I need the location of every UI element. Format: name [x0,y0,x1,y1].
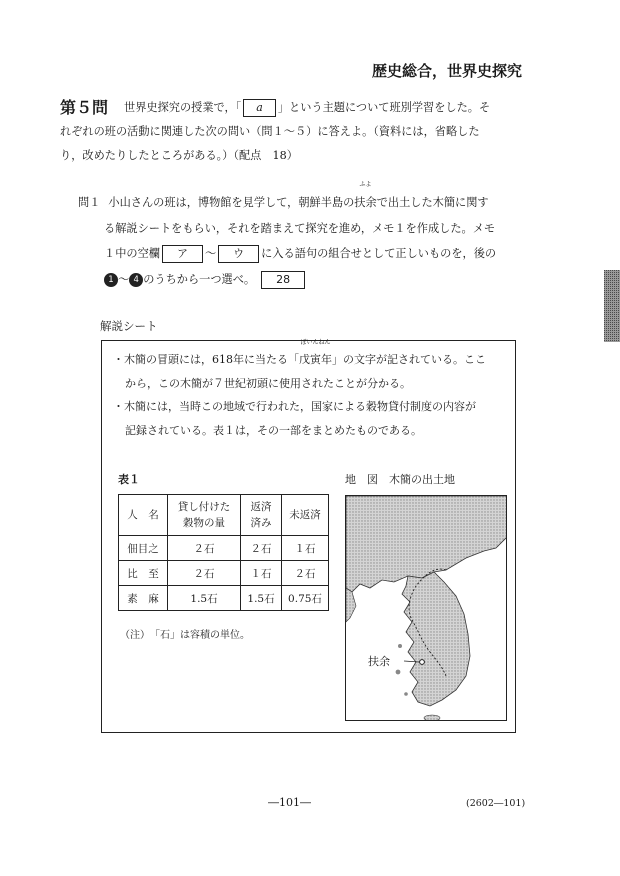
korea-map [345,495,507,721]
landmass-west [346,588,356,622]
side-tab-graphic [604,270,620,342]
q1-label: 問１ [78,196,101,209]
table-title: 表１ [118,473,140,486]
answer-box-28[interactable]: 28 [261,271,305,289]
table-row [119,586,329,611]
cell-lent: ２石 [168,536,241,561]
question-intro [60,96,530,168]
blank-c-box: ウ [218,245,259,263]
site-label: 扶余 [368,655,390,668]
place-fuyo: ふよ 扶余 [354,181,377,209]
map-title: 地 図 木簡の出土地 [345,473,455,486]
header-repaid: 返済 済み [241,495,282,536]
choice-first-marker: 1 [104,273,118,287]
cell-name: 素 麻 [119,586,168,611]
bullet2-line-2: 記録されている。表１は，その一部をまとめたものである。 [125,423,422,437]
q1-text-4: のうちから一つ選べ。 [143,272,256,286]
intro-text-2: 」という主題について班別学習をした。そ [277,101,491,114]
choice-last-marker: 4 [129,273,143,287]
subject-header: 歴史総合，世界史探究 [371,62,522,80]
cell-name: 佃目之 [119,536,168,561]
loan-table [118,494,329,611]
table-header-row [119,495,329,536]
bullet1-text-a: ・木簡の冒頭には，618年に当たる「 [113,353,299,366]
table-note: （注） 「石」は容積の単位。 [120,630,250,641]
q1-text-3b: に入る語句の組合せとして正しいものを，後の [261,247,497,260]
sheet-bullets [113,339,513,442]
table-row [119,561,329,586]
cell-name: 比 至 [119,561,168,586]
cell-repaid: １石 [241,561,282,586]
sheet-title: 解説シート [100,319,158,333]
question-1: 問１ 小山さんの班は，博物館を見学して，朝鮮半島の ふよ 扶余で出土した木簡に関す る解説シートをもらい，それを踏まえて探究を進め，メモ１を作成した。メモ １中の空欄 ア ～ ウ に入る語句の組合せとして正しいものを，後の 1 ～ 4 のうちから一つ選べ。 28 [78,190,536,292]
theme-box-a: a [243,99,276,117]
question-number: 第５問 [60,98,109,117]
map-graphic [346,496,507,721]
peninsula [402,572,470,706]
table-row [119,536,329,561]
page-code: (2602―101) [466,798,526,809]
blank-a-box: ア [162,245,203,263]
q1-text-1a: 小山さんの班は，博物館を見学して，朝鮮半島の [108,196,355,209]
site-marker [420,660,425,665]
q1-text-1b: で出土した木簡に関す [376,196,489,209]
header-unpaid: 未返済 [282,495,329,536]
header-name: 人 名 [119,495,168,536]
intro-text-1: 世界史探究の授業で，「 [124,101,242,114]
header-lent: 貸し付けた 穀物の量 [168,495,241,536]
intro-line-3: り，改めたりしたところがある。）（配点 18） [60,149,298,162]
cell-unpaid: １石 [282,536,329,561]
year-boin: ぼいんねん 戊寅年 [299,339,332,366]
cell-unpaid: ２石 [282,561,329,586]
q1-line-2: る解説シートをもらい，それを踏まえて探究を進め，メモ１を作成した。メモ [104,221,496,235]
bullet2-line-1: ・木簡には，当時この地域で行われた，国家による穀物貸付制度の内容が [113,400,476,413]
page-number: ―101― [268,796,311,809]
cell-lent: 1.5石 [168,586,241,611]
tilde: ～ [204,247,217,260]
side-index-tab [604,270,620,342]
cell-repaid: 1.5石 [241,586,282,611]
intro-line-2: れぞれの班の活動に関連した次の問い（問１～５）に答えよ。（資料には，省略した [60,125,480,138]
bullet1-line-2: から，この木簡が７世紀初頭に使用されたことが分かる。 [125,376,411,390]
cell-unpaid: 0.75石 [282,586,329,611]
cell-repaid: ２石 [241,536,282,561]
bullet1-text-b: 」の文字が記されている。ここ [332,353,486,366]
q1-text-3a: １中の空欄 [104,247,160,260]
cell-lent: ２石 [168,561,241,586]
